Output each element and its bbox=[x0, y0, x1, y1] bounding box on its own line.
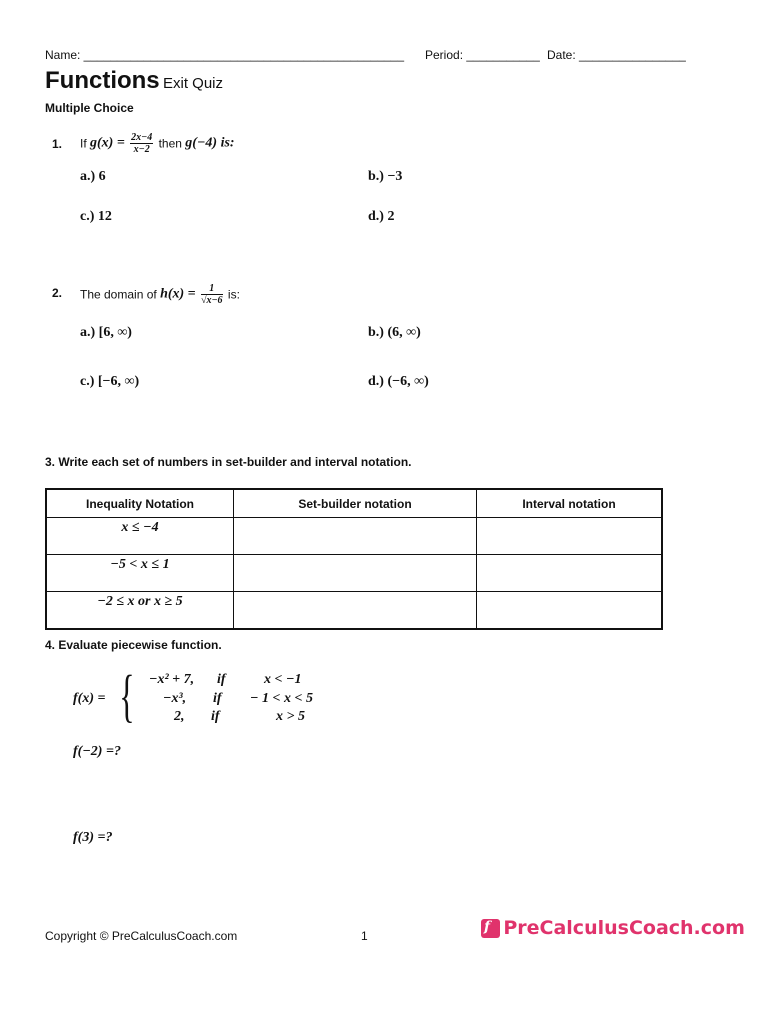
q1-option-b: b.) −3 bbox=[368, 169, 403, 184]
inequality-cell: x ≤ −4 bbox=[46, 518, 234, 555]
q2-text: The domain of bbox=[80, 287, 157, 302]
case-1-expr: −x² + 7, bbox=[149, 672, 195, 687]
set-builder-answer-cell[interactable] bbox=[234, 592, 477, 630]
table-row bbox=[46, 592, 662, 630]
q1-stem bbox=[80, 132, 235, 155]
case-2-expr: −x³, bbox=[163, 691, 187, 706]
q1-number: 1. bbox=[52, 137, 63, 151]
header-interval: Interval notation bbox=[477, 489, 663, 518]
q1-then: then bbox=[158, 136, 182, 151]
page-title bbox=[45, 67, 223, 95]
eval-f-neg2: f(−2) =? bbox=[73, 744, 121, 759]
q1-if: If bbox=[80, 136, 87, 151]
case-3-if: if bbox=[211, 709, 220, 724]
case-1-if: if bbox=[217, 672, 226, 687]
q2-option-b: b.) (6, ∞) bbox=[368, 325, 421, 340]
copyright-text: Copyright © PreCalculusCoach.com bbox=[45, 929, 238, 943]
notation-table bbox=[45, 488, 663, 630]
case-2-if: if bbox=[213, 691, 222, 706]
q2-option-c: c.) [−6, ∞) bbox=[80, 374, 140, 389]
table-row bbox=[46, 555, 662, 592]
header-inequality: Inequality Notation bbox=[46, 489, 234, 518]
q2-is: is: bbox=[227, 287, 240, 302]
case-3-cond: x > 5 bbox=[276, 709, 305, 724]
f-x-icon: f bbox=[481, 919, 500, 938]
interval-answer-cell[interactable] bbox=[477, 592, 663, 630]
logo-text: PreCalculusCoach.com bbox=[503, 917, 745, 939]
title-sub: Exit Quiz bbox=[163, 75, 224, 92]
q2-fraction bbox=[201, 283, 223, 306]
q1-eval: g(−4) is: bbox=[185, 135, 235, 151]
q1-option-a: a.) 6 bbox=[80, 169, 106, 184]
table-row bbox=[46, 518, 662, 555]
q2-stem bbox=[80, 283, 240, 306]
date-field-label: Date: ________________ bbox=[547, 48, 686, 62]
q1-option-c: c.) 12 bbox=[80, 209, 112, 224]
q2-option-d: d.) (−6, ∞) bbox=[368, 374, 429, 389]
page-number: 1 bbox=[361, 929, 368, 943]
eval-f-3: f(3) =? bbox=[73, 830, 113, 845]
inequality-cell: −5 < x ≤ 1 bbox=[46, 555, 234, 592]
interval-answer-cell[interactable] bbox=[477, 518, 663, 555]
case-1-cond: x < −1 bbox=[264, 672, 302, 687]
table-header-row bbox=[46, 489, 662, 518]
piecewise-fx: f(x) = bbox=[73, 691, 106, 706]
q2-func: h(x) = bbox=[160, 286, 196, 302]
q1-numerator: 2x−4 bbox=[131, 132, 153, 143]
interval-answer-cell[interactable] bbox=[477, 555, 663, 592]
q2-denominator: √x−6 bbox=[201, 295, 223, 306]
q2-option-a: a.) [6, ∞) bbox=[80, 325, 132, 340]
left-brace: { bbox=[119, 663, 135, 728]
set-builder-answer-cell[interactable] bbox=[234, 555, 477, 592]
q1-func: g(x) = bbox=[90, 135, 125, 151]
header-set-builder: Set-builder notation bbox=[234, 489, 477, 518]
q4-prompt: 4. Evaluate piecewise function. bbox=[45, 638, 222, 652]
brand-logo bbox=[481, 917, 745, 939]
set-builder-answer-cell[interactable] bbox=[234, 518, 477, 555]
q2-number: 2. bbox=[52, 286, 63, 300]
q3-prompt: 3. Write each set of numbers in set-builder and interval notation. bbox=[45, 455, 412, 469]
section-heading: Multiple Choice bbox=[45, 101, 134, 115]
case-3-expr: 2, bbox=[174, 709, 185, 724]
inequality-cell: −2 ≤ x or x ≥ 5 bbox=[46, 592, 234, 630]
period-field-label: Period: ___________ bbox=[425, 48, 540, 62]
case-2-cond: − 1 < x < 5 bbox=[250, 691, 313, 706]
q1-denominator: x−2 bbox=[133, 144, 150, 155]
q1-fraction bbox=[130, 132, 153, 155]
name-field-label: Name: ________________________________________________ bbox=[45, 48, 405, 62]
title-main: Functions bbox=[45, 67, 160, 94]
q1-option-d: d.) 2 bbox=[368, 209, 395, 224]
q2-numerator: 1 bbox=[201, 283, 223, 295]
